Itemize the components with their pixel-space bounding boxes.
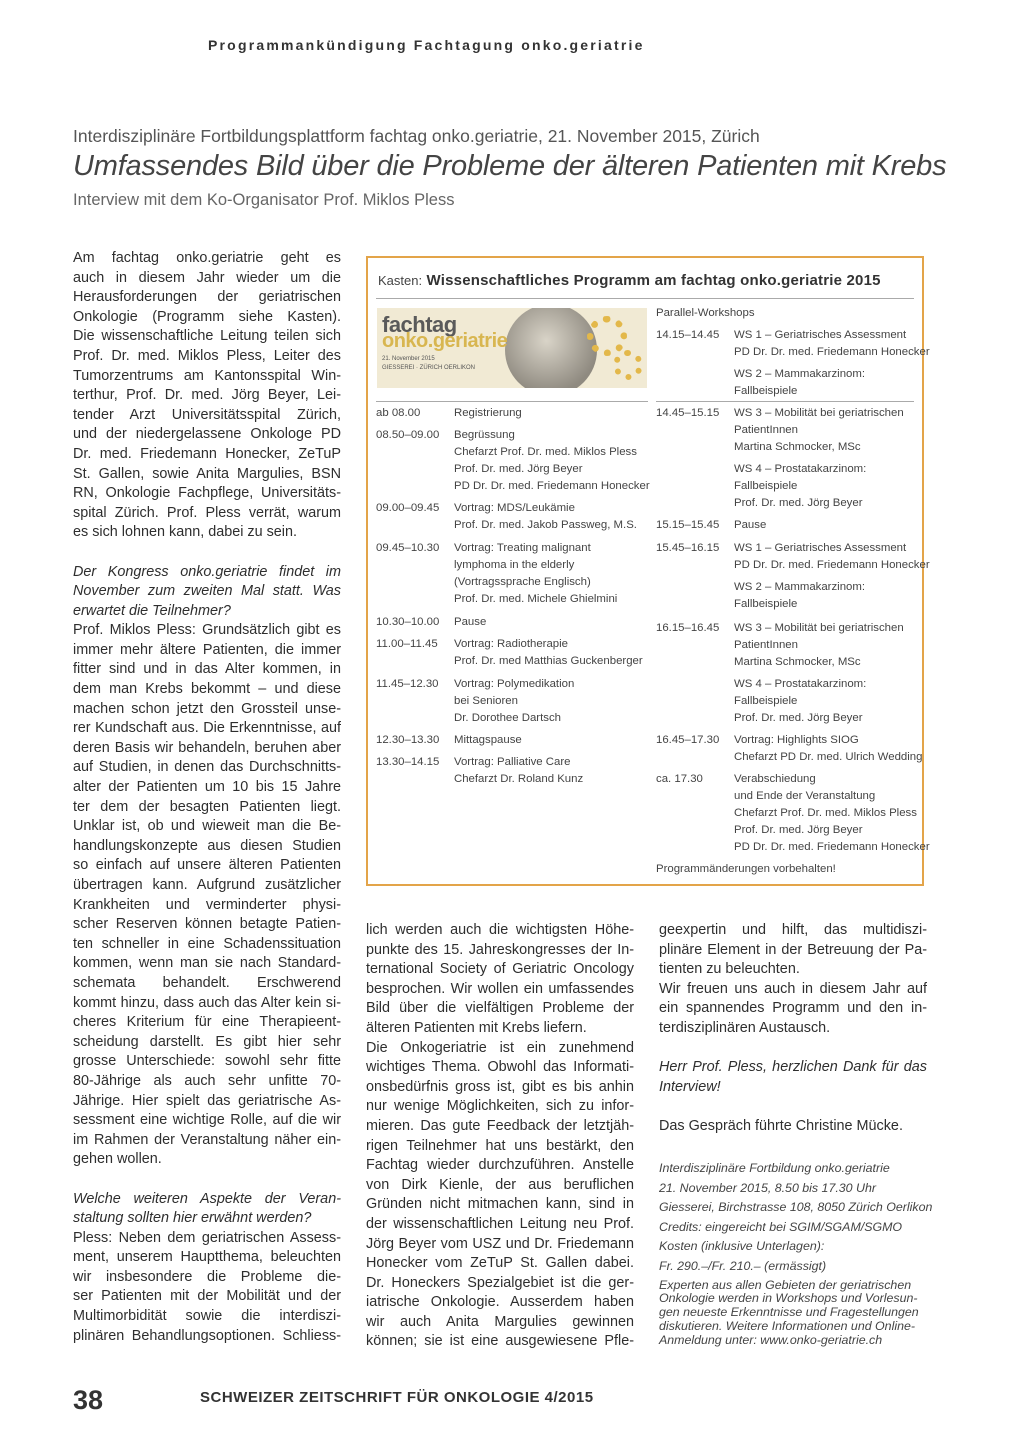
col3-paragraph-1 [659,921,927,980]
answer-1-line: scher Reserven können betagte Patien- [73,916,341,933]
answer-2-line: Pless: Neben dem geriatrischen Assess- [73,1229,341,1246]
answer-1-line: auf Studien, in denen das Durchschnitts- [73,759,341,776]
program-entry: lymphoma in the elderly [454,559,575,571]
article-column-1 [73,249,341,1346]
logo-date: 21. November 2015 [382,356,435,362]
program-time: 12.30–13.30 [376,734,440,746]
answer-2-line: ser Patienten mit der Mobilität und der [73,1288,341,1305]
intro-paragraph-line: Onkologie (Programm siehe Kasten). [73,308,341,325]
intro-paragraph-line: und der niedergelassene Onkologe PD [73,426,341,443]
col3-paragraph-1-line: geexpertin und hilft, das multidiszi- [659,922,927,938]
program-entry: Chefarzt Prof. Dr. med. Miklos Pless [454,446,637,458]
program-note: Programmänderungen vorbehalten! [656,863,836,875]
col2-paragraph-2-line: Dr. Honeckers Spezialgebiet ist die ger- [366,1274,634,1291]
program-entry: Vortrag: Palliative Care [454,756,571,768]
event-info-line: diskutieren. Weitere Informationen und Online- [659,1318,915,1333]
answer-1-line: fitter sind und in das Alter kommen, in [73,661,341,678]
answer-1-line: grosse Unterschiede: sowohl sehr fitte [73,1053,341,1070]
col2-paragraph-2-line: können; sie ist eine ausgewiesene Pfle- [366,1333,634,1350]
program-time: 10.30–10.00 [376,616,440,628]
gear-icon [587,316,627,356]
program-entry: Prof. Dr. med. Jakob Passweg, M.S. [454,519,637,531]
program-entry: PatientInnen [734,639,798,651]
interview-credit-line: Das Gespräch führte Christine Mücke. [659,1117,903,1134]
program-entry: Vortrag: Radiotherapie [454,638,568,650]
intro-paragraph-line: RN, Onkologie Fachpflege, Universitäts- [73,485,341,502]
program-entry: Prof. Dr. med. Michele Ghielmini [454,593,618,605]
program-time: 08.50–09.00 [376,429,440,441]
program-entry: Vortrag: Highlights SIOG [734,734,859,746]
answer-1-line: cheres Kriterium für eine Therapieent- [73,1014,341,1031]
program-entry: WS 1 – Geriatrisches Assessment [734,542,907,554]
col2-paragraph-1-line: Bild über die vielfältigen Probleme der [366,1000,634,1017]
question-1-line: erwartet die Teilnehmer? [73,602,231,619]
schedule-divider [656,401,914,402]
col2-paragraph-2-line: wichtiges Thema. Obwohl das Informati- [366,1059,634,1076]
col2-paragraph-2-line: der wissenschaftlichen Leitung neu Prof. [366,1215,634,1232]
program-entry: Prof. Dr. med. Jörg Beyer [734,712,863,724]
event-info-line: Onkologie werden in Workshops und Vorlesun- [659,1291,918,1306]
program-box [366,256,930,886]
answer-1-line: rer Kundschaft aus. Die Erkenntnisse, auf [73,720,341,737]
answer-1-line: scheidung darstellt. Es gibt hier sehr [73,1033,341,1050]
fachtag-logo [377,308,647,388]
answer-1-line: kommen, wenn man sie nach Standard- [73,955,341,972]
logo-word-fachtag: fachtag [382,312,457,337]
answer-1-line: Jährige. Hier spielt das geriatrische As- [73,1092,341,1109]
program-entry: WS 1 – Geriatrisches Assessment [734,329,907,341]
program-entry: (Vortragssprache Englisch) [454,576,591,588]
event-info-line: Kosten (inklusive Unterlagen): [659,1239,825,1254]
answer-1-line: so einfach auf unsere älteren Patienten [73,857,341,874]
col2-paragraph-2-line: onsbedürfnis gross ist, gibt es bis anhin [366,1078,634,1095]
program-time: 13.30–14.15 [376,756,440,768]
program-entry: Fallbeispiele [734,480,798,492]
answer-1-line: handlungskonzepte aus diesen Studien [73,837,341,854]
journal-name: SCHWEIZER ZEITSCHRIFT FÜR ONKOLOGIE 4/2015 [200,1389,594,1406]
event-info-line: Experten aus allen Gebieten der geriatrischen [659,1277,912,1292]
col2-paragraph-2-line: Honecker vom ZeTuP St. Gallen dabei. [366,1255,634,1272]
answer-1-line: ten schneller in eine Schadenssituation [73,935,341,952]
question-2-line: Welche weiteren Aspekte der Veran- [73,1190,341,1207]
event-info-line: gen neueste Erkenntnisse und Fragestellungen [659,1305,919,1320]
intro-paragraph-line: spital Zürich. Prof. Pless verrät, warum [73,504,341,521]
event-info-line: Interdisziplinäre Fortbildung onko.geriatrie [659,1161,890,1175]
program-time: 15.15–15.45 [656,519,720,531]
col2-paragraph-2-line: rigen Teilnehmer hat uns bestärkt, den [366,1137,634,1154]
program-entry: Martina Schmocker, MSc [734,441,861,453]
program-entry: bei Senioren [454,695,518,707]
program-entry: Mittagspause [454,734,522,746]
col2-paragraph-1-line: ternational Society of Geriatric Oncology [366,961,634,978]
program-time: 16.45–17.30 [656,734,720,746]
col3-paragraph-2-line: ein spannendes Programm und den in- [659,1000,927,1017]
answer-1-line: kommt hinzu, dass auch das Alter kein si- [73,994,341,1011]
col2-paragraph-2-line: wir auch Anita Margulies gewinnen [366,1313,634,1330]
program-entry: WS 2 – Mammakarzinom: [734,368,866,380]
article-headline: Umfassendes Bild über die Probleme der älteren Patienten mit Krebs [73,150,947,182]
intro-paragraph-line: Prof. Dr. med. Miklos Pless, Leiter des [73,347,341,364]
answer-1-line: 80-Jährige als auch sehr unfitte 70- [73,1072,341,1089]
intro-paragraph-line: Herausforderungen der geriatrischen [73,289,341,306]
answer-1-line: dem man Krebs bekommt – und diese [73,681,341,698]
logo-venue: GIESSEREI · ZÜRICH OERLIKON [382,365,476,371]
program-entry: Prof. Dr. med Matthias Guckenberger [454,655,643,667]
intro-paragraph-line: Tumorzentrums am Kantonsspital Win- [73,367,341,384]
col2-paragraph-1-line: besprochen. Wir wollen ein umfassendes [366,980,634,997]
article-subline: Interview mit dem Ko-Organisator Prof. Miklos Pless [73,191,455,209]
answer-1-line: ter dem der besagten Patienten liegt. [73,798,341,815]
page-number: 38 [73,1385,104,1415]
col3-paragraph-1-line: plinäre Element in der Betreuung der Pa- [659,941,927,958]
answer-1-line: schemata behandelt. Erschwerend [73,974,341,991]
question-2-line: staltung sollten hier erwähnt werden? [73,1210,312,1227]
col2-paragraph-2-line: iatrische Onkologie. Ausserdem haben [366,1294,634,1311]
program-time: ab 08.00 [376,407,421,419]
program-entry: Verabschiedung [734,773,816,785]
question-2 [73,1190,341,1229]
article-kicker: Interdisziplinäre Fortbildungsplattform fachtag onko.geriatrie, 21. November 2015, Zürich [73,126,760,146]
logo-word-onko: onko.geriatrie [382,330,508,352]
program-time: 11.00–11.45 [376,638,438,650]
program-entry: WS 2 – Mammakarzinom: [734,581,866,593]
program-entry: Prof. Dr. med. Jörg Beyer [454,463,583,475]
event-info-line: Anmeldung unter: www.onko-geriatrie.ch [659,1332,883,1347]
intro-paragraph [73,249,341,543]
program-entry: Prof. Dr. med. Jörg Beyer [734,497,863,509]
program-entry: WS 3 – Mobilität bei geriatrischen [734,407,904,419]
question-1-line: Der Kongress onko.geriatrie findet im [73,563,341,580]
program-entry: Begrüssung [454,429,515,441]
answer-2-line: plinären Behandlungsoptionen. Schliess- [73,1327,341,1344]
event-info-line: Fr. 290.–/Fr. 210.– (ermässigt) [659,1258,827,1273]
event-info-line: Credits: eingereicht bei SGIM/SGAM/SGMO [659,1219,903,1234]
event-info-line: 21. November 2015, 8.50 bis 17.30 Uhr [659,1180,876,1195]
program-entry: Vortrag: Polymedikation [454,678,575,690]
thanks-line-line: Herr Prof. Pless, herzlichen Dank für das [659,1059,927,1076]
program-entry: Martina Schmocker, MSc [734,656,861,668]
program-entry: WS 4 – Prostatakarzinom: [734,463,867,475]
col2-paragraph-1-line: punkte des 15. Jahreskongresses der In- [366,941,634,958]
intro-paragraph-line: auch in diesem Jahr wieder um die [73,269,341,286]
intro-paragraph-line: St. Gallen, sowie Anita Margulies, BSN [73,465,341,482]
col2-paragraph-2-line: Die Onkogeriatrie ist ein zunehmend [366,1039,634,1056]
program-entry: Vortrag: Treating malignant [454,542,591,554]
intro-paragraph-line: tender Arzt Universitätsspital Zürich, [73,406,341,423]
program-entry: Registrierung [454,407,522,419]
answer-1-line: gehen wollen. [73,1151,162,1168]
program-box-heading: Wissenschaftliches Programm am fachtag onko.geriatrie 2015 [426,272,881,289]
answer-1-line: Krankheiten und verminderter physi- [73,896,341,913]
program-time: 09.45–10.30 [376,542,440,554]
col2-paragraph-2 [366,1039,634,1353]
answer-1-line: alter der Patienten um 10 bis 15 Jahre [73,779,341,796]
answer-2-line: Multimorbidität sowie die interdiszi- [73,1308,341,1325]
answer-1-line: übertragen kann. Aufgrund zusätzlicher [73,877,341,893]
program-time: 14.15–14.45 [656,329,720,341]
col2-paragraph-2-line: Fachtag wieder durchzuführen. Anstelle [366,1157,634,1174]
intro-paragraph-line: es sich lohnen kann, dabei zu sein. [73,524,298,541]
program-entry: Pause [734,519,767,531]
col2-paragraph-2-line: nur wenige Möglichkeiten, sich zu infor- [366,1098,634,1115]
intro-paragraph-line: Dr. med. Friedemann Honecker, ZeTuP [73,445,341,462]
intro-paragraph-line: Die wissenschaftliche Leitung teilen sich [73,328,341,345]
thanks-line-line: Interview! [659,1078,721,1095]
program-entry: PD Dr. Dr. med. Friedemann Honecker [454,480,650,492]
col2-paragraph-2-line: Jörg Beyer vom USZ und Dr. Friedemann [366,1235,634,1252]
col2-paragraph-2-line: von Dirk Kienle, der aus beruflichen [366,1176,634,1193]
program-box-title [378,272,881,290]
program-entry: Prof. Dr. med. Jörg Beyer [734,824,863,836]
schedule-divider [376,401,648,402]
col3-paragraph-1-line: tienten zu beleuchten. [659,961,800,978]
program-entry: Dr. Dorothee Dartsch [454,712,561,724]
program-entry: Chefarzt PD Dr. med. Ulrich Wedding [734,751,923,763]
answer-2 [73,1229,341,1347]
program-entry: Chefarzt Dr. Roland Kunz [454,773,584,785]
program-entry: WS 3 – Mobilität bei geriatrischen [734,622,904,634]
program-entry: Fallbeispiele [734,385,798,397]
thanks-line [659,1058,927,1097]
running-head: Programmankündigung Fachtagung onko.geriatrie [208,37,645,53]
portrait-image [505,308,597,388]
col3-paragraph-2-line: Wir freuen uns auch in diesem Jahr auf [659,980,927,997]
gear-icon [613,350,643,380]
program-entry: und Ende der Veranstaltung [734,790,876,802]
program-entry: Chefarzt Prof. Dr. med. Miklos Pless [734,807,917,819]
event-info-line: Giesserei, Birchstrasse 108, 8050 Zürich Oerlikon [659,1200,933,1215]
program-time: 15.45–16.15 [656,542,720,554]
intro-paragraph-line: terthur, Prof. Dr. med. Jörg Beyer, Lei- [73,387,341,404]
program-entry: WS 4 – Prostatakarzinom: [734,678,867,690]
program-time: 11.45–12.30 [376,678,439,690]
col2-paragraph-1-line: lich werden auch die wichtigsten Höhe- [366,922,634,938]
program-time: 16.15–16.45 [656,622,720,634]
workshops-heading: Parallel-Workshops [656,307,755,319]
answer-2-line: wir insbesondere die Probleme die- [73,1268,341,1285]
program-entry: Pause [454,616,487,628]
program-box-label: Kasten: [378,273,423,288]
question-1 [73,563,341,622]
program-entry: PatientInnen [734,424,798,436]
answer-1 [73,621,341,1170]
question-1-line: November zum zweiten Mal statt. Was [73,583,341,600]
answer-1-line: sessment eine wichtige Rolle, auf die wir [73,1112,341,1129]
article-column-2 [366,921,634,1352]
answer-1-line: Prof. Miklos Pless: Grundsätzlich gibt es [73,622,341,639]
col3-paragraph-2 [659,980,927,1039]
col2-paragraph-1-line: älteren Patienten mit Krebs liefern. [366,1019,587,1036]
col2-paragraph-1 [366,921,634,1039]
title-rule [376,298,914,299]
program-entry: PD Dr. Dr. med. Friedemann Honecker [734,841,930,853]
col3-paragraph-2-line: terdisziplinären Austausch. [659,1019,831,1036]
answer-2-line: ment, unserem Hauptthema, beleuchten [73,1249,341,1266]
program-time: 09.00–09.45 [376,502,440,514]
program-entry: Fallbeispiele [734,598,798,610]
program-entry: Fallbeispiele [734,695,798,707]
col2-paragraph-2-line: mieren. Das gute Feedback der letztjäh- [366,1117,634,1134]
col2-paragraph-2-line: Gründen nicht mitmachen kann, sind in [366,1196,634,1213]
program-time: ca. 17.30 [656,773,703,785]
program-entry: PD Dr. Dr. med. Friedemann Honecker [734,559,930,571]
answer-1-line: deren Basis wir behandeln, beruhen aber [73,739,341,756]
interview-credit [659,1117,927,1137]
program-time: 14.45–15.15 [656,407,720,419]
intro-paragraph-line: Am fachtag onko.geriatrie geht es [73,250,341,266]
article-column-3 [659,921,927,1137]
answer-1-line: im Rahmen der Veranstaltung näher ein- [73,1131,341,1148]
answer-1-line: Unklar ist, ob und wieweit man die Be- [73,818,341,835]
answer-1-line: machen schon jetzt den Grossteil unse- [73,700,341,717]
program-entry: Vortrag: MDS/Leukämie [454,502,575,514]
answer-1-line: immer mehr ältere Patienten, die immer [73,641,341,658]
event-info [659,1159,933,1348]
program-entry: PD Dr. Dr. med. Friedemann Honecker [734,346,930,358]
